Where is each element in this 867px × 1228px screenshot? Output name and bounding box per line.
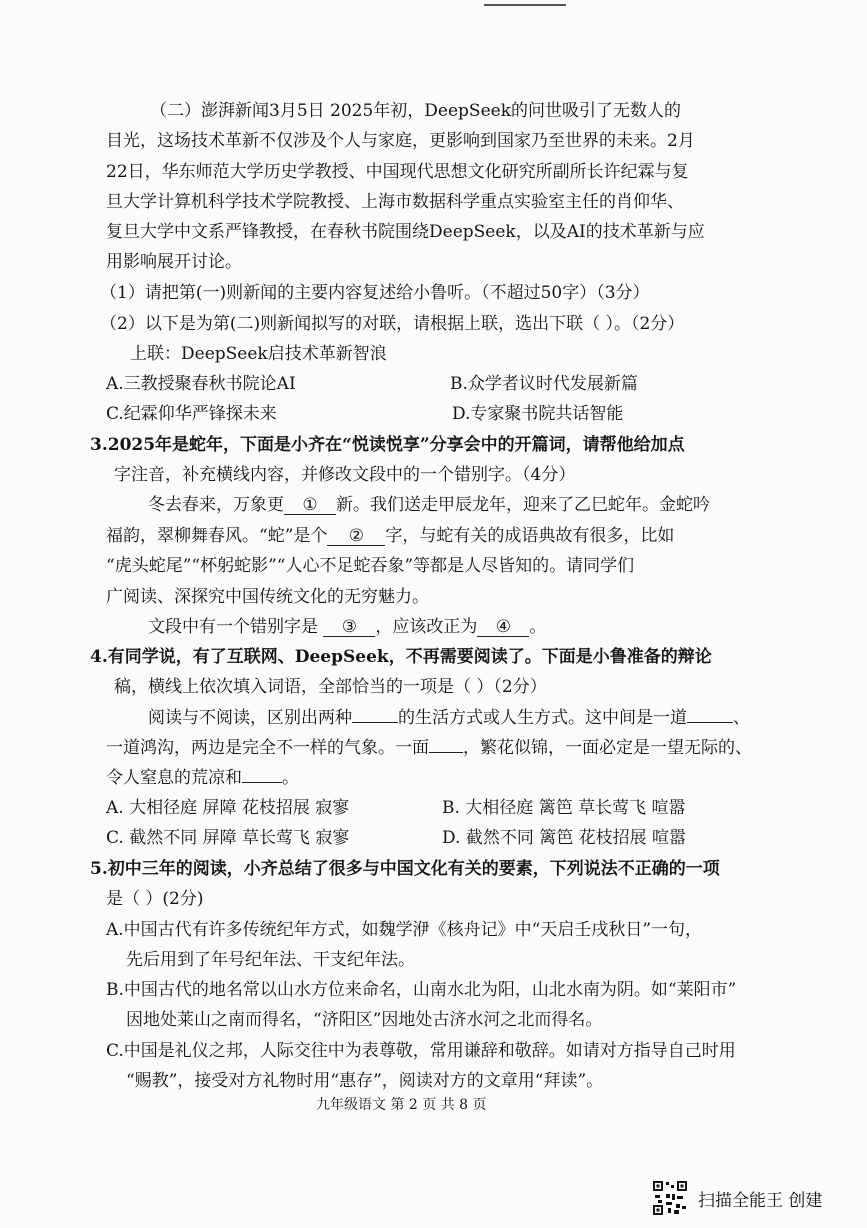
q3-stem-1: 3.2025年是蛇年，下面是小齐在“悦读悦享”分享会中的开篇词，请帮他给加点 bbox=[90, 435, 685, 455]
q5-stem-1: 5.初中三年的阅读，小齐总结了很多与中国文化有关的要素，下列说法不正确的一项 bbox=[90, 859, 720, 879]
q3-passage-3: “虎头蛇尾”“杯躬蛇影”“人心不足蛇吞象”等都是人尽皆知的。请同学们 bbox=[106, 556, 635, 576]
scanner-watermark: 扫描全能王 创建 bbox=[698, 1191, 823, 1211]
q2-sub1: （1）请把第(一)则新闻的主要内容复述给小鲁听。（不超过50字）（3分） bbox=[100, 283, 650, 303]
news2-line-2: 目光，这场技术革新不仅涉及个人与家庭，更影响到国家乃至世界的未来。2月 bbox=[106, 131, 695, 151]
q4-blank-4[interactable] bbox=[242, 782, 282, 783]
q5-option-c-2: “赐教”，接受对方礼物时用“惠存”，阅读对方的文章用“拜读”。 bbox=[126, 1071, 604, 1091]
q4-passage-2: 一道鸿沟，两边是完全不一样的气象。一面 ，繁花似锦，一面必定是一望无际的、 bbox=[106, 738, 752, 758]
q4-passage-1: 阅读与不阅读，区别出两种 的生活方式或人生方式。这中间是一道 、 bbox=[148, 708, 750, 728]
q4-blank-1[interactable] bbox=[352, 722, 398, 723]
q3-question-line: 文段中有一个错别字是 ③ ，应该改正为 ④ 。 bbox=[148, 617, 547, 637]
q3-blank-3[interactable]: ③ bbox=[323, 618, 375, 637]
q3-passage-2: 福韵，翠柳舞春风。“蛇”是个 ② 字，与蛇有关的成语典故有很多，比如 bbox=[106, 526, 675, 546]
q2-option-b: B.众学者议时代发展新篇 bbox=[450, 374, 638, 394]
q2-option-c: C.纪霖仰华严锋探未来 bbox=[106, 404, 277, 424]
news2-line-3: 22日，华东师范大学历史学教授、中国现代思想文化研究所副所长许纪霖与复 bbox=[106, 162, 689, 182]
q5-option-b-2: 因地处莱山之南而得名，“济阳区”因地处古济水河之北而得名。 bbox=[126, 1010, 603, 1030]
q5-option-a-2: 先后用到了年号纪年法、干支纪年法。 bbox=[126, 950, 415, 970]
q4-option-c: C. 截然不同 屏障 草长莺飞 寂寥 bbox=[106, 828, 350, 848]
top-rule bbox=[484, 4, 566, 6]
q4-blank-2[interactable] bbox=[687, 722, 733, 723]
q5-option-b-1: B.中国古代的地名常以山水方位来命名，山南水北为阳，山北水南为阴。如“莱阳市” bbox=[106, 980, 737, 1000]
news2-line-5: 复旦大学中文系严锋教授，在春秋书院围绕DeepSeek，以及AI的技术革新与应 bbox=[106, 222, 705, 242]
page-footer: 九年级语文 第 2 页 共 8 页 bbox=[316, 1097, 487, 1113]
q2-option-d: D.专家聚书院共话智能 bbox=[452, 404, 624, 424]
q2-sub2: （2）以下是为第(二)则新闻拟写的对联，请根据上联，选出下联（ ）。（2分） bbox=[100, 314, 685, 334]
news2-line-6: 用影响展开讨论。 bbox=[106, 252, 242, 272]
q4-blank-3[interactable] bbox=[429, 752, 463, 753]
q3-blank-1[interactable]: ① bbox=[284, 496, 336, 515]
q2-option-a: A.三教授聚春秋书院论AI bbox=[106, 374, 296, 394]
q4-option-b: B. 大相径庭 篱笆 草长莺飞 喧嚣 bbox=[442, 798, 686, 818]
q3-blank-4[interactable]: ④ bbox=[477, 618, 529, 637]
qr-code-icon bbox=[652, 1180, 688, 1216]
q3-passage-1: 冬去春来，万象更 ① 新。我们送走甲辰龙年，迎来了乙巳蛇年。金蛇吟 bbox=[148, 495, 710, 515]
q4-option-d: D. 截然不同 篱笆 花枝招展 喧嚣 bbox=[442, 828, 687, 848]
q3-stem-2: 字注音，补充横线内容，并修改文段中的一个错别字。（4分） bbox=[114, 465, 576, 485]
q4-stem-2: 稿，横线上依次填入词语，全部恰当的一项是（ ）（2分） bbox=[114, 677, 547, 697]
q5-option-a-1: A.中国古代有许多传统纪年方式，如魏学洢《核舟记》中“天启壬戌秋日”一句， bbox=[106, 920, 703, 940]
news2-line-4: 旦大学计算机科学技术学院教授、上海市数据科学重点实验室主任的肖仰华、 bbox=[106, 192, 684, 212]
q3-passage-4: 广阅读、深探究中国传统文化的无穷魅力。 bbox=[106, 587, 429, 607]
q4-option-a: A. 大相径庭 屏障 花枝招展 寂寥 bbox=[106, 798, 350, 818]
q4-stem-1: 4.有同学说，有了互联网、DeepSeek，不再需要阅读了。下面是小鲁准备的辩论 bbox=[90, 647, 712, 667]
q5-option-c-1: C.中国是礼仪之邦，人际交往中为表尊敬，常用谦辞和敬辞。如请对方指导自己时用 bbox=[106, 1041, 736, 1061]
q5-stem-2: 是（ ）(2分) bbox=[106, 889, 204, 909]
q2-upper-couplet: 上联：DeepSeek启技术革新智浪 bbox=[130, 344, 387, 364]
q4-passage-3: 令人窒息的荒凉和 。 bbox=[106, 768, 299, 788]
q3-blank-2[interactable]: ② bbox=[327, 527, 385, 546]
news2-line-1: （二）澎湃新闻3月5日 2025年初，DeepSeek的问世吸引了无数人的 bbox=[150, 101, 681, 121]
